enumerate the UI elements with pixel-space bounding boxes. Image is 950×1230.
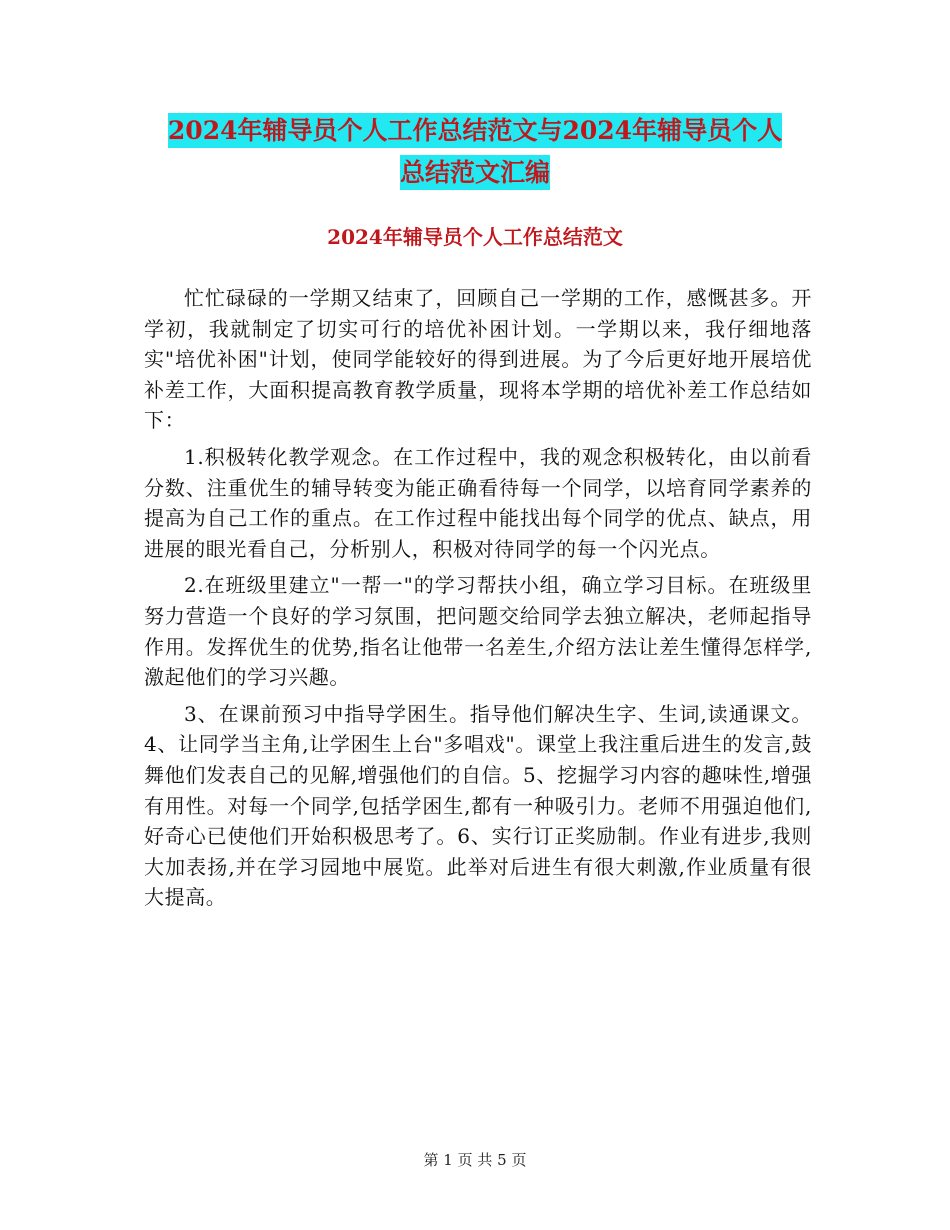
paragraph-point-2: 2.在班级里建立"一帮一"的学习帮扶小组，确立学习目标。在班级里努力营造一个良好的学习氛围，把问题交给同学去独立解决，老师起指导作用。发挥优生的优势,指名让他带一名差生,介绍方法让差生懂得怎样学,激起他们的学习兴趣。 (144, 573, 812, 690)
main-title (140, 110, 810, 194)
main-title-line-1: 2024年辅导员个人工作总结范文与2024年辅导员个人 (168, 113, 782, 148)
main-title-line-2: 总结范文汇编 (400, 155, 550, 190)
paragraph-points-3-6: 3、在课前预习中指导学困生。指导他们解决生字、生词,读通课文。4、让同学当主角,让学困生上台"多唱戏"。课堂上我注重后进生的发言,鼓舞他们发表自己的见解,增强他们的自信。5、挖掘学习内容的趣味性,增强有用性。对每一个同学,包括学困生,都有一种吸引力。老师不用强迫他们,好奇心已使他们开始积极思考了。6、实行订正奖励制。作业有进步,我则大加表扬,并在学习园地中展览。此举对后进生有很大刺激,作业质量有很大提高。 (144, 701, 812, 910)
body-text (144, 283, 812, 919)
paragraph-point-1: 1.积极转化教学观念。在工作过程中，我的观念积极转化，由以前看分数、注重优生的辅导转变为能正确看待每一个同学，以培育同学素养的提高为自己工作的重点。在工作过程中能找出每个同学的优点、缺点，用进展的眼光看自己，分析别人，积极对待同学的每一个闪光点。 (144, 444, 812, 561)
paragraph-intro: 忙忙碌碌的一学期又结束了，回顾自己一学期的工作，感慨甚多。开学初，我就制定了切实可行的培优补困计划。一学期以来，我仔细地落实"培优补困"计划，使同学能较好的得到进展。为了今后更好地开展培优补差工作，大面积提高教育教学质量，现将本学期的培优补差工作总结如下： (144, 286, 812, 433)
section-subtitle: 2024年辅导员个人工作总结范文 (327, 225, 623, 249)
page-footer: 第 1 页 共 5 页 (423, 1151, 527, 1169)
